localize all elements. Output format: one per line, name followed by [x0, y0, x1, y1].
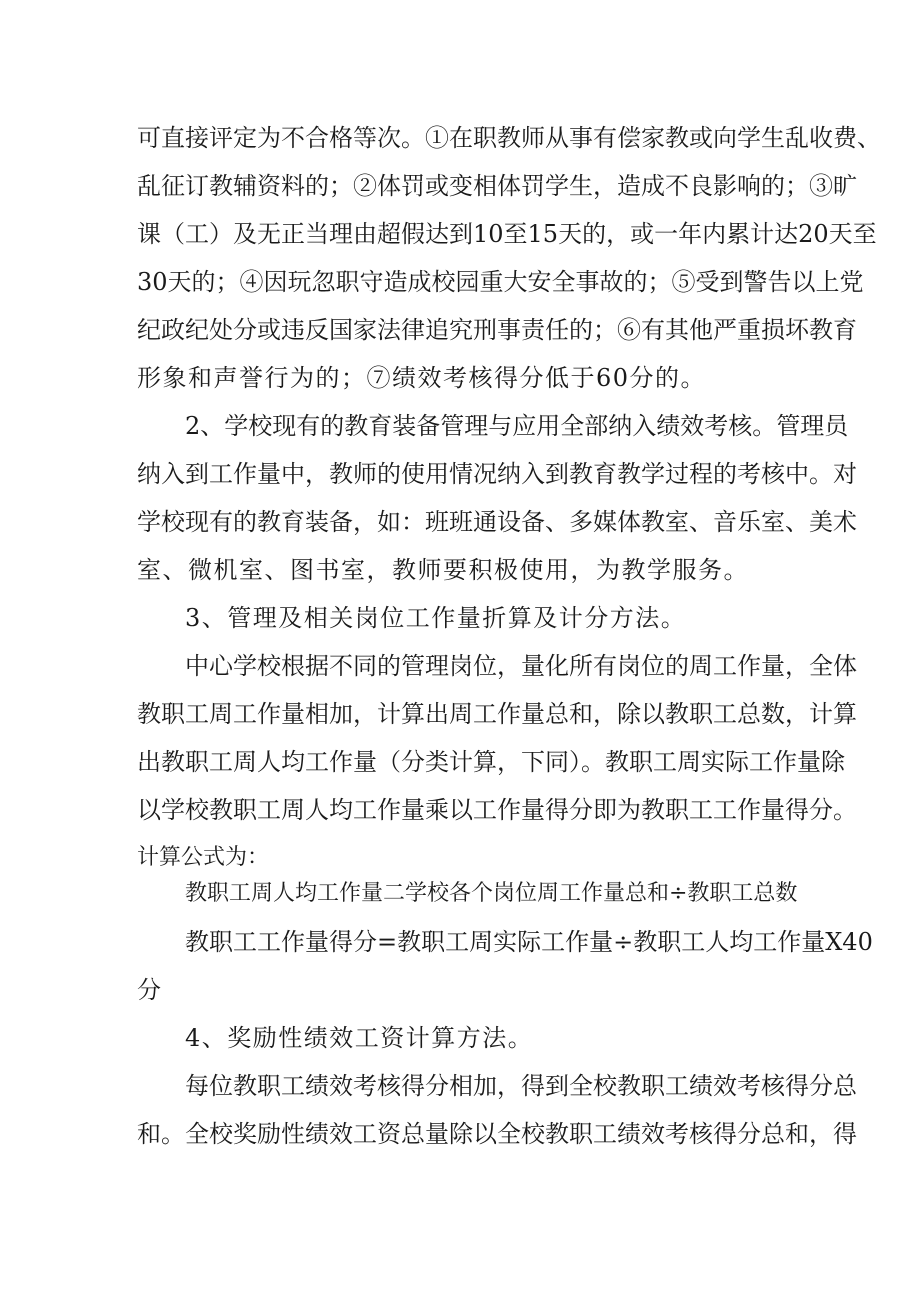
- text-line: 课（工）及无正当理由超假达到10至15天的，或一年内累计达20天至: [137, 220, 877, 248]
- text-line: 以学校教职工周人均工作量乘以工作量得分即为教职工工作量得分。: [137, 796, 857, 824]
- text-line: 计算公式为：: [137, 845, 270, 870]
- section-heading-4: 4、奖励性绩效工资计算方法。: [185, 1024, 534, 1052]
- section-heading-3: 3、管理及相关岗位工作量折算及计分方法。: [185, 604, 687, 632]
- text-line: 分: [137, 976, 161, 1004]
- text-line: 中心学校根据不同的管理岗位，量化所有岗位的周工作量，全体: [185, 652, 857, 680]
- text-line: 纪政纪处分或违反国家法律追究刑事责任的；⑥有其他严重损坏教育: [137, 316, 857, 344]
- formula-line: 教职工工作量得分=教职工周实际工作量÷教职工人均工作量X40: [185, 928, 873, 956]
- text-line: 形象和声誉行为的；⑦绩效考核得分低于60分的。: [137, 364, 707, 392]
- text-line: 可直接评定为不合格等次。①在职教师从事有偿家教或向学生乱收费、: [137, 124, 881, 152]
- section-heading-2: 2、学校现有的教育装备管理与应用全部纳入绩效考核。管理员: [185, 412, 849, 440]
- text-line: 乱征订教辅资料的；②体罚或变相体罚学生，造成不良影响的；③旷: [137, 172, 857, 200]
- text-line: 每位教职工绩效考核得分相加，得到全校教职工绩效考核得分总: [185, 1072, 857, 1100]
- text-line: 室、微机室、图书室，教师要积极使用，为教学服务。: [137, 556, 749, 584]
- text-line: 出教职工周人均工作量（分类计算，下同）。教职工周实际工作量除: [137, 748, 845, 776]
- text-line: 纳入到工作量中，教师的使用情况纳入到教育教学过程的考核中。对: [137, 460, 857, 488]
- text-line: 学校现有的教育装备，如：班班通设备、多媒体教室、音乐室、美术: [137, 508, 857, 536]
- text-line: 教职工周工作量相加，计算出周工作量总和，除以教职工总数，计算: [137, 700, 857, 728]
- text-line: 30天的；④因玩忽职守造成校园重大安全事故的；⑤受到警告以上党: [137, 268, 864, 296]
- text-line: 和。全校奖励性绩效工资总量除以全校教职工绩效考核得分总和，得: [137, 1120, 857, 1148]
- formula-line: 教职工周人均工作量二学校各个岗位周工作量总和÷教职工总数: [185, 881, 798, 906]
